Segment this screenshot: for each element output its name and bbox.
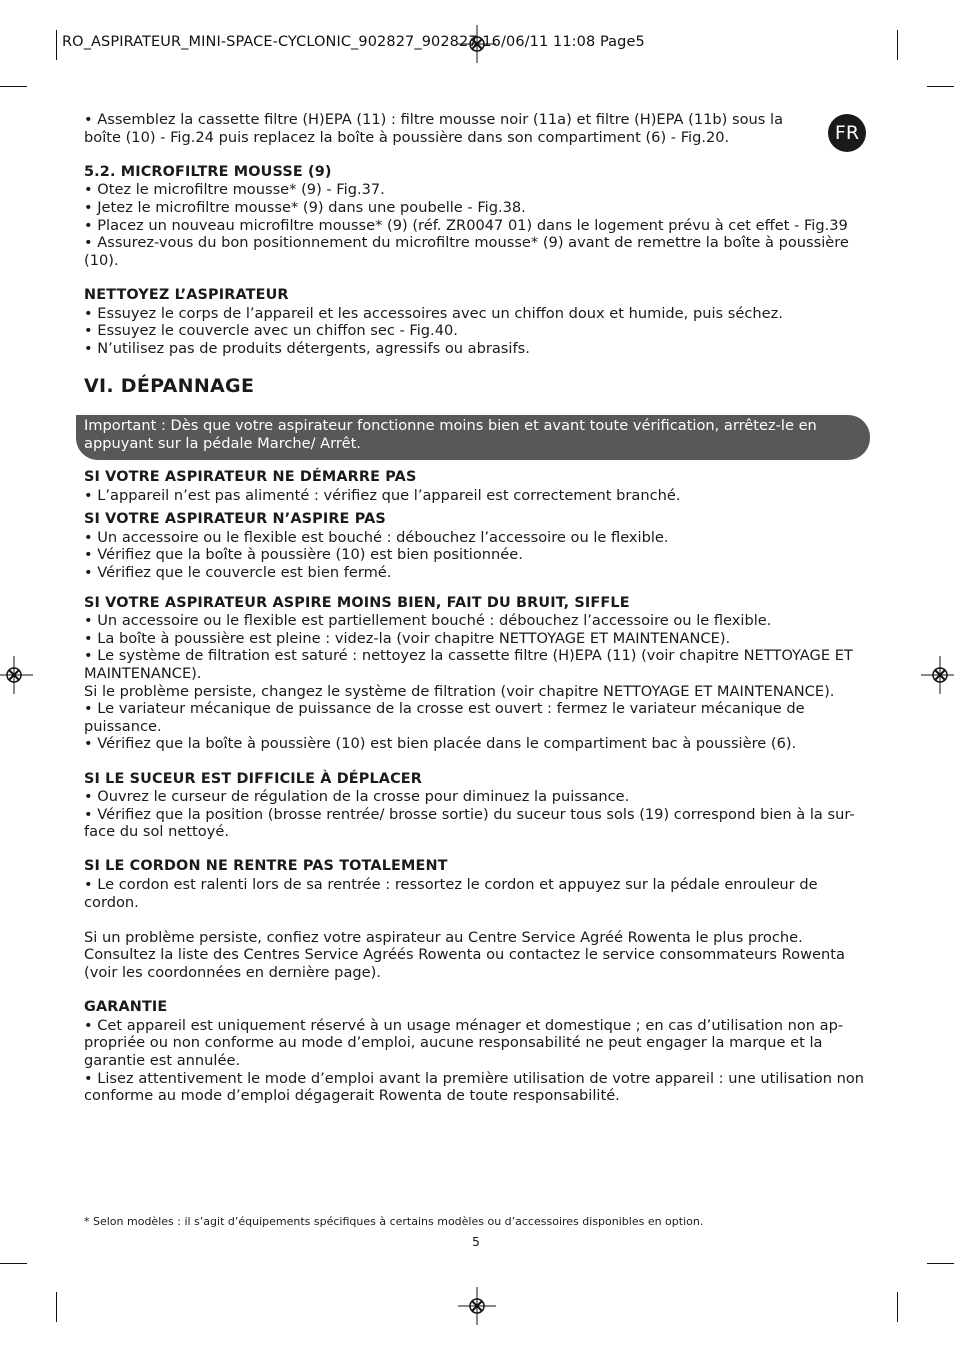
list-item: • Vérifiez que la boîte à poussière (10) est bien placée dans le compartiment bac à poussière (6). <box>84 735 797 753</box>
crop-mark <box>927 86 954 87</box>
list-item: • N’utilisez pas de produits détergents, agressifs ou abrasifs. <box>84 339 530 357</box>
section-heading: GARANTIE <box>84 999 168 1016</box>
section-heading: SI VOTRE ASPIRATEUR N’ASPIRE PAS <box>84 511 386 528</box>
list-item: • Un accessoire ou le flexible est partiellement bouché : débouchez l’accessoire ou le flexible. <box>84 612 772 630</box>
section-heading: 5.2. MICROFILTRE MOUSSE (9) <box>84 163 332 180</box>
page-number: 5 <box>472 1234 480 1249</box>
list-item: • Vérifiez que la boîte à poussière (10) est bien positionnée. <box>84 546 523 564</box>
list-item: • Vérifiez que la position (brosse rentrée/ brosse sortie) du suceur tous sols (19) correspond bien à la sur-face du sol nettoyé. <box>84 805 855 841</box>
footnote: * Selon modèles : il s’agit d’équipements spécifiques à certains modèles ou d’accessoires disponibles en option. <box>84 1215 704 1228</box>
list-item: • Placez un nouveau microfiltre mousse* (9) (réf. ZR0047 01) dans le logement prévu à cet effet - Fig.39 <box>84 216 848 234</box>
important-callout: Important : Dès que votre aspirateur fonctionne moins bien et avant toute vérification, arrêtez-le en appuyant sur la pédale Marche/ Arrêt. <box>76 415 870 460</box>
list-item: • Otez le microfiltre mousse* (9) - Fig.37. <box>84 181 385 199</box>
section-heading: NETTOYEZ L’ASPIRATEUR <box>84 286 289 303</box>
list-item: • Assurez-vous du bon positionnement du microfiltre mousse* (9) avant de remettre la boîte à poussière (10). <box>84 234 849 269</box>
language-badge: FR <box>828 114 866 152</box>
list-item: Si le problème persiste, changez le système de filtration (voir chapitre NETTOYAGE ET MAINTENANCE). <box>84 682 835 700</box>
crop-mark <box>56 1292 57 1322</box>
list-item: • Le cordon est ralenti lors de sa rentrée : ressortez le cordon et appuyez sur la pédale enrouleur de cordon. <box>84 876 818 911</box>
section-heading: SI LE SUCEUR EST DIFFICILE À DÉPLACER <box>84 770 423 787</box>
crop-mark <box>0 86 27 87</box>
list-item: • Le système de filtration est saturé : nettoyez la cassette filtre (H)EPA (11) (voir chapitre NETTOYAGE ET MAINTENANCE). <box>84 647 853 682</box>
list-item: • L’appareil n’est pas alimenté : vérifiez que l’appareil est correctement branché. <box>84 486 681 504</box>
page-body-troubleshooting <box>84 469 874 1105</box>
list-item: • Cet appareil est uniquement réservé à un usage ménager et domestique ; en cas d’utilisation non ap-propriée ou non conforme au mode d’emploi, aucune responsabilité ne peut engager la marque et la garantie est annulée. <box>84 1016 844 1069</box>
section-heading: SI VOTRE ASPIRATEUR NE DÉMARRE PAS <box>84 469 417 485</box>
registration-mark-icon <box>0 656 33 694</box>
crop-mark <box>56 30 57 60</box>
list-item: • La boîte à poussière est pleine : videz-la (voir chapitre NETTOYAGE ET MAINTENANCE). <box>84 629 731 647</box>
list-item: • Vérifiez que le couvercle est bien fermé. <box>84 563 392 581</box>
list-item: • Essuyez le corps de l’appareil et les accessoires avec un chiffon doux et humide, puis séchez. <box>84 304 783 322</box>
crop-mark <box>927 1263 954 1264</box>
list-item: • Un accessoire ou le flexible est bouché : débouchez l’accessoire ou le flexible. <box>84 528 669 546</box>
chapter-title: VI. DÉPANNAGE <box>84 375 255 398</box>
registration-mark-icon <box>921 656 954 694</box>
list-item: • Jetez le microfiltre mousse* (9) dans une poubelle - Fig.38. <box>84 198 526 216</box>
print-slug: RO_ASPIRATEUR_MINI-SPACE-CYCLONIC_902827_902827 16/06/11 11:08 Page5 <box>62 34 645 50</box>
section-heading: SI VOTRE ASPIRATEUR ASPIRE MOINS BIEN, FAIT DU BRUIT, SIFFLE <box>84 594 630 611</box>
list-item: • Ouvrez le curseur de régulation de la crosse pour diminuez la puissance. <box>84 788 630 806</box>
page-body <box>84 111 874 397</box>
section-heading: SI LE CORDON NE RENTRE PAS TOTALEMENT <box>84 858 448 875</box>
list-item: • Essuyez le couvercle avec un chiffon sec - Fig.40. <box>84 322 458 340</box>
crop-mark <box>897 30 898 60</box>
crop-mark <box>897 1292 898 1322</box>
crop-mark <box>0 1263 27 1264</box>
list-item: • Lisez attentivement le mode d’emploi avant la première utilisation de votre appareil : une utilisation non conforme au mode d’emploi dégagerait Rowenta de toute responsabilité. <box>84 1069 865 1105</box>
service-paragraph: Si un problème persiste, confiez votre aspirateur au Centre Service Agréé Rowenta le plus proche. Consultez la liste des Centres Service Agréés Rowenta ou contactez le service consommateurs Rowenta (voir les coordonnées en dernière page). <box>84 928 845 982</box>
list-item: • Le variateur mécanique de puissance de la crosse est ouvert : fermez le variateur mécanique de puissance. <box>84 700 805 735</box>
registration-mark-icon <box>458 1287 496 1325</box>
intro-paragraph: • Assemblez la cassette filtre (H)EPA (11) : filtre mousse noir (11a) et filtre (H)EPA (11b) sous la boîte (10) - Fig.24 puis replacez la boîte à poussière dans son compartiment (6) - Fig.20. <box>84 111 784 146</box>
